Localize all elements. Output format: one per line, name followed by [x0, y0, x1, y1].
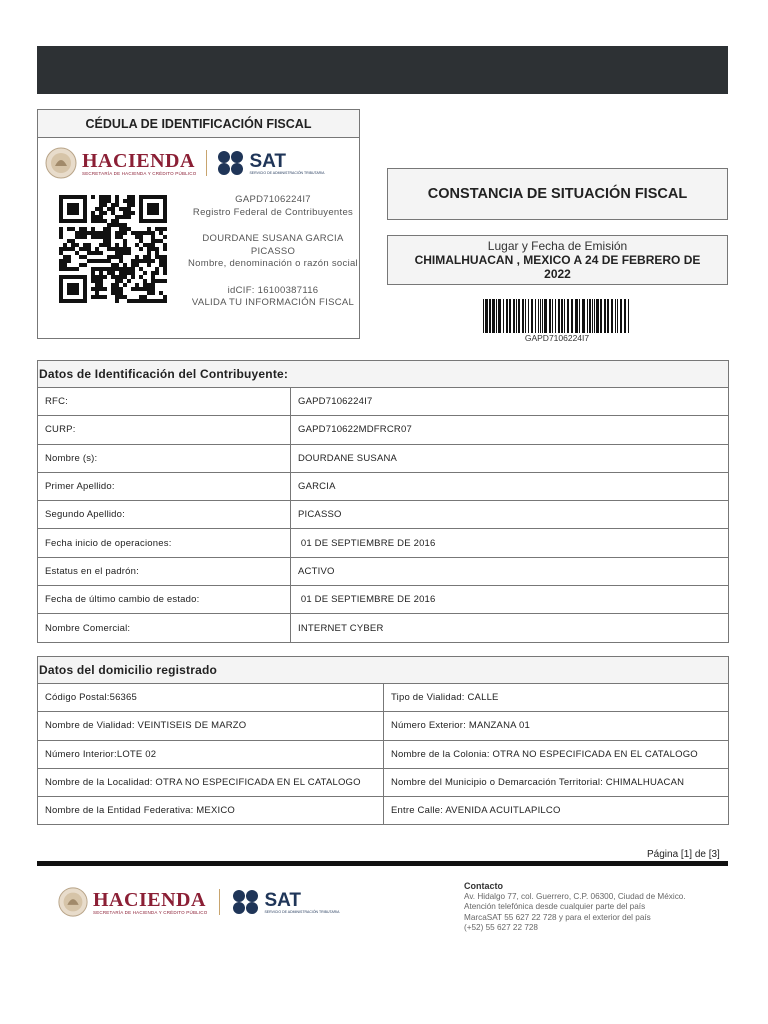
- field-value: 01 DE SEPTIEMBRE DE 2016: [291, 586, 729, 614]
- domicilio-row: [38, 712, 729, 740]
- domicilio-left-cell: Nombre de Vialidad: VEINTISEIS DE MARZO: [38, 712, 384, 740]
- cedula-title: CÉDULA DE IDENTIFICACIÓN FISCAL: [38, 110, 359, 138]
- hacienda-seal-icon: [44, 146, 78, 180]
- field-label: CURP:: [38, 416, 291, 444]
- footer-sat-logo: [264, 891, 339, 914]
- identificacion-row: [38, 501, 729, 529]
- sat-wordmark: SAT: [249, 150, 287, 172]
- contact-line: (+52) 55 627 22 728: [464, 923, 538, 932]
- contact-line: Atención telefónica desde cualquier parte del país: [464, 902, 646, 911]
- logo-divider: [206, 150, 207, 176]
- domicilio-table: [37, 656, 729, 825]
- card-name: DOURDANE SUSANA GARCIA PICASSO: [202, 233, 344, 257]
- identificacion-title: Datos de Identificación del Contribuyente:: [38, 361, 729, 388]
- domicilio-row: [38, 768, 729, 796]
- card-rfc-label: Registro Federal de Contribuyentes: [192, 206, 354, 218]
- footer-sat-wordmark: SAT: [264, 889, 302, 911]
- footer-hacienda-wordmark: HACIENDA: [93, 888, 206, 911]
- field-label: Primer Apellido:: [38, 472, 291, 500]
- domicilio-right-cell: Nombre del Municipio o Demarcación Territorial: CHIMALHUACAN: [384, 768, 729, 796]
- footer-logo-divider: [219, 889, 220, 915]
- qr-code: [59, 195, 167, 303]
- card-logos: [44, 143, 360, 183]
- field-value: ACTIVO: [291, 557, 729, 585]
- domicilio-left-cell: Código Postal:56365: [38, 684, 384, 712]
- contact-line: Av. Hidalgo 77, col. Guerrero, C.P. 06300, Ciudad de México.: [464, 891, 686, 901]
- domicilio-row: [38, 684, 729, 712]
- lugar-fecha-box: [387, 235, 728, 285]
- page-indicator: Página [1] de [3]: [647, 849, 720, 860]
- sat-dots-icon: [232, 889, 262, 915]
- domicilio-right-cell: Tipo de Vialidad: CALLE: [384, 684, 729, 712]
- field-label: Fecha de último cambio de estado:: [38, 586, 291, 614]
- field-value: INTERNET CYBER: [291, 614, 729, 642]
- field-value: 01 DE SEPTIEMBRE DE 2016: [291, 529, 729, 557]
- domicilio-right-cell: Entre Calle: AVENIDA ACUITLAPILCO: [384, 797, 729, 825]
- constancia-title: CONSTANCIA DE SITUACIÓN FISCAL: [387, 168, 728, 220]
- field-value: GAPD7106224I7: [291, 388, 729, 416]
- barcode-text: GAPD7106224I7: [524, 333, 590, 343]
- identificacion-row: [38, 529, 729, 557]
- card-valida: VALIDA TU INFORMACIÓN FISCAL: [191, 297, 355, 308]
- domicilio-title: Datos del domicilio registrado: [38, 657, 729, 684]
- field-value: GAPD710622MDFRCR07: [291, 416, 729, 444]
- lugar-value: CHIMALHUACAN , MEXICO A 24 DE FEBRERO DE 2022: [414, 253, 701, 281]
- hacienda-logo: [82, 151, 196, 176]
- contact-block: [464, 881, 734, 934]
- footer-hacienda-subtitle: SECRETARÍA DE HACIENDA Y CRÉDITO PÚBLICO: [93, 909, 208, 915]
- hacienda-seal-icon: [57, 886, 89, 918]
- sat-logo: [249, 152, 324, 175]
- identificacion-table: [37, 360, 729, 643]
- field-label: Nombre Comercial:: [38, 614, 291, 642]
- field-label: Estatus en el padrón:: [38, 557, 291, 585]
- card-info: [188, 194, 358, 310]
- domicilio-left-cell: Nombre de la Entidad Federativa: MEXICO: [38, 797, 384, 825]
- identificacion-row: [38, 614, 729, 642]
- identificacion-row: [38, 416, 729, 444]
- card-rfc: GAPD7106224I7: [235, 194, 311, 205]
- domicilio-row: [38, 797, 729, 825]
- identificacion-row: [38, 388, 729, 416]
- sat-dots-icon: [217, 150, 247, 176]
- sat-subtitle: SERVICIO DE ADMINISTRACIÓN TRIBUTARIA: [249, 170, 325, 175]
- domicilio-left-cell: Nombre de la Localidad: OTRA NO ESPECIFICADA EN EL CATALOGO: [38, 768, 384, 796]
- identificacion-row: [38, 586, 729, 614]
- hacienda-subtitle: SECRETARÍA DE HACIENDA Y CRÉDITO PÚBLICO: [82, 170, 197, 176]
- domicilio-left-cell: Número Interior:LOTE 02: [38, 740, 384, 768]
- identificacion-row: [38, 444, 729, 472]
- field-label: Segundo Apellido:: [38, 501, 291, 529]
- top-banner: [37, 46, 728, 94]
- field-label: Nombre (s):: [38, 444, 291, 472]
- contact-title: Contacto: [464, 881, 503, 891]
- footer-sat-subtitle: SERVICIO DE ADMINISTRACIÓN TRIBUTARIA: [264, 909, 340, 914]
- field-value: PICASSO: [291, 501, 729, 529]
- footer-hacienda-logo: [93, 890, 207, 915]
- contact-line: MarcaSAT 55 627 22 728 y para el exterior del país: [464, 912, 651, 922]
- barcode: [483, 299, 631, 333]
- field-value: DOURDANE SUSANA: [291, 444, 729, 472]
- field-label: Fecha inicio de operaciones:: [38, 529, 291, 557]
- domicilio-right-cell: Número Exterior: MANZANA 01: [384, 712, 729, 740]
- domicilio-row: [38, 740, 729, 768]
- field-value: GARCIA: [291, 472, 729, 500]
- identificacion-row: [38, 472, 729, 500]
- card-idcif: idCIF: 16100387116: [227, 284, 319, 296]
- footer-logos: [57, 886, 340, 918]
- field-label: RFC:: [38, 388, 291, 416]
- card-name-label: Nombre, denominación o razón social: [188, 258, 358, 269]
- hacienda-wordmark: HACIENDA: [82, 149, 195, 172]
- cedula-card: [37, 109, 360, 339]
- lugar-label: Lugar y Fecha de Emisión: [487, 239, 628, 253]
- domicilio-right-cell: Nombre de la Colonia: OTRA NO ESPECIFICADA EN EL CATALOGO: [384, 740, 729, 768]
- identificacion-row: [38, 557, 729, 585]
